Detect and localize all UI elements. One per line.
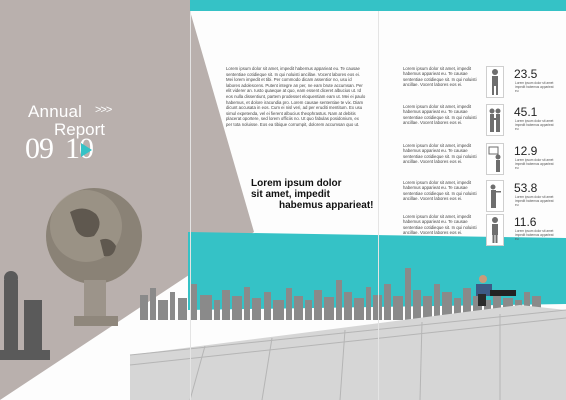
stat-value: 45.1: [514, 105, 538, 119]
stat-value: 53.8: [514, 181, 538, 195]
stat-value: 12.9: [514, 144, 538, 158]
stat-text: Lorem ipsum dolor sit amet, impedit habemus apparieat eu. Te causae sententiae cotidieque sit. In qui noluisti ancillae. Vocent labores eos ei.: [403, 180, 477, 202]
headline-line3: habemus apparieat!: [279, 200, 374, 211]
stat-row-1: [403, 66, 563, 106]
handshake-icon: [486, 104, 504, 136]
fold-line-left: [190, 11, 191, 400]
standing-man-icon: [486, 214, 504, 246]
stat-caption: Lorem ipsum dolor sit amet impedit habemus apparieat eu: [515, 195, 554, 207]
play-triangle-icon: [81, 143, 92, 157]
body-text-middle: Lorem ipsum dolor sit amet, impedit habemus apparieat eu. Te causae sententiae cotidieque sit. In qui noluisti ancillae. Vocent labores eos ei. Mei lorem impedit et tibi. Per commodo dicam assentior no, usu id labores adolescens. Putent integre an per, ne eam brute accumsan. Per elit viderer an. Iusto quaeque at quo, eam essent diceret albucius ut. Id eos nulla dissentiunt, partem prodesset eloquentiam eam ut. Mei ei paulo habemus, et dolore iracundia pro. Lorem causae sententiae te vix. Diam dicunt accusata in eos. Cum ei nisl veri, ad per eruditi mentitum. Ex usu simul expetenda, vel ei fierent albucius theophrastus. Nam at debitis placerat oportere, sed lorem officiis no. Ut quo fabulas posidonium, ex per tota noluisse. Eos ea tibique corrumpit, dolorem accumsan quo ut.: [226, 66, 366, 127]
headline-line2: sit amet, impedit: [251, 189, 330, 200]
stat-value: 23.5: [514, 67, 538, 81]
stat-caption: Lorem ipsum dolor sit amet impedit habemus apparieat eu: [515, 119, 554, 131]
title-chevrons: >>>: [95, 104, 112, 116]
stat-row-5: [403, 214, 563, 254]
top-panel-strip: [0, 0, 190, 11]
stat-text: Lorem ipsum dolor sit amet, impedit habemus apparieat eu. Te causae sententiae cotidieque sit. In qui noluisti ancillae. Vocent labores eos ei.: [403, 143, 477, 165]
stat-caption: Lorem ipsum dolor sit amet impedit habemus apparieat eu: [515, 158, 554, 170]
stat-text: Lorem ipsum dolor sit amet, impedit habemus apparieat eu. Te causae sententiae cotidieque sit. In qui noluisti ancillae. Vocent labores eos ei.: [403, 104, 477, 126]
presenter-icon: [486, 180, 504, 212]
year-left: 09: [25, 132, 53, 165]
headline-line1: Lorem ipsum dolor: [251, 178, 342, 189]
year-right: 10: [65, 132, 93, 165]
stat-caption: Lorem ipsum dolor sit amet impedit habemus apparieat eu: [515, 229, 554, 241]
title-annual: Annual: [28, 102, 83, 121]
walking-man-icon: [486, 66, 504, 98]
stat-text: Lorem ipsum dolor sit amet, impedit habemus apparieat eu. Te causae sententiae cotidieque sit. In qui noluisti ancillae. Vocent labores eos ei.: [403, 214, 477, 236]
stat-value: 11.6: [514, 215, 537, 229]
stat-caption: Lorem ipsum dolor sit amet impedit habemus apparieat eu: [515, 81, 554, 93]
title-report: Report: [54, 120, 106, 139]
stat-row-3: [403, 143, 563, 183]
stat-row-2: [403, 104, 563, 144]
headline: [251, 178, 391, 211]
stat-text: Lorem ipsum dolor sit amet, impedit habemus apparieat eu. Te causae sententiae cotidieque sit. In qui noluisti ancillae. Vocent labores eos ei.: [403, 66, 477, 88]
presenter-icon: [486, 143, 504, 175]
